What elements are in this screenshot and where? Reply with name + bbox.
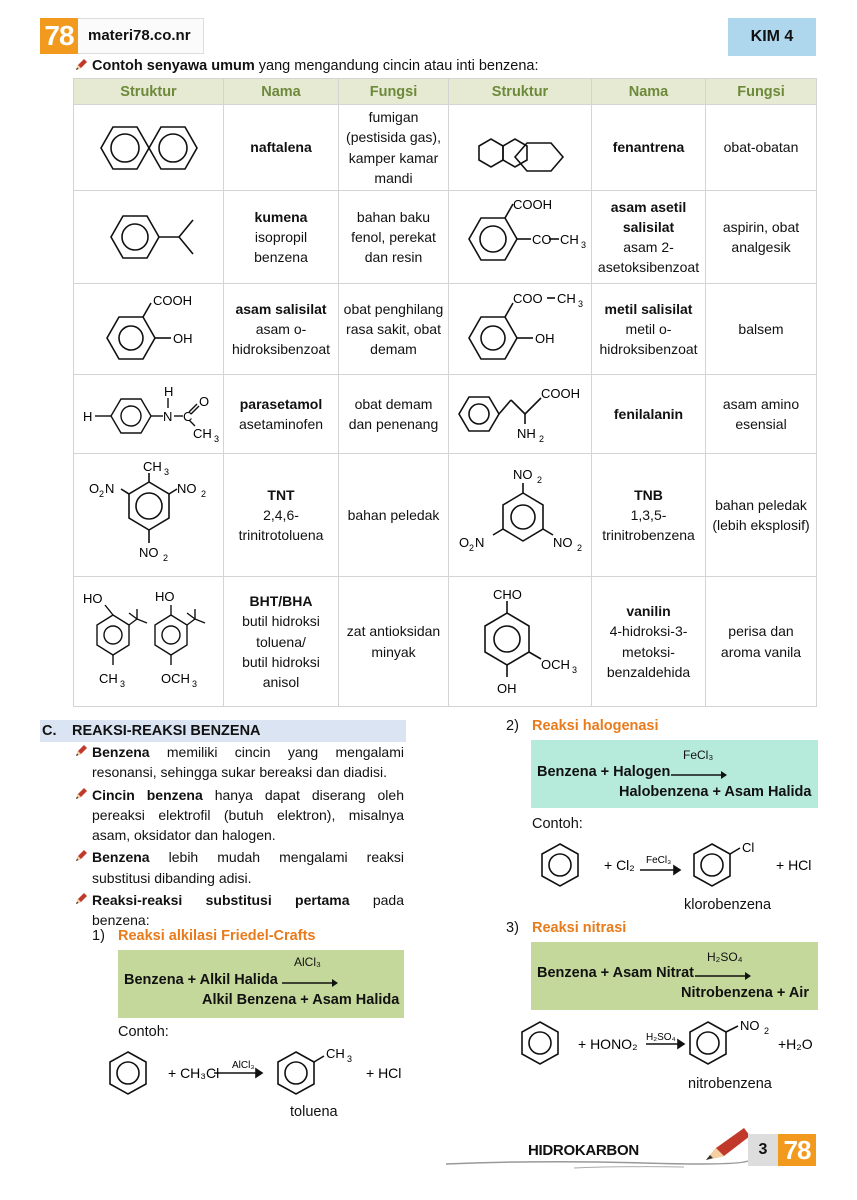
label-oh: OH: [535, 331, 555, 347]
site-name[interactable]: materi78.co.nr: [78, 18, 204, 54]
footer-logo: 78: [778, 1134, 816, 1166]
label-sub3: 3: [213, 434, 219, 445]
label-ch: CH: [557, 291, 576, 307]
function-cell: bahan peledak: [339, 454, 449, 577]
compound-name: asam asetil salisilat: [610, 198, 687, 235]
label-cl: Cl: [742, 840, 755, 855]
bullet-text: lebih mudah mengalami reaksi substitusi dibanding adisi.: [92, 849, 404, 886]
function-cell: balsem: [706, 284, 817, 375]
function-cell: obat penghilang rasa sakit, obat demam: [339, 284, 449, 375]
label-sub2: 2: [98, 489, 104, 500]
label-co: CO: [532, 232, 552, 248]
reaction-number: 1): [92, 928, 105, 944]
compound-alt-name: 2,4,6-trinitrotoluena: [238, 507, 324, 544]
compound-name: kumena: [254, 208, 308, 225]
reaction-box-alkilasi: [118, 950, 404, 1018]
label-sub3: 3: [347, 1054, 353, 1064]
function-cell: asam amino esensial: [706, 375, 817, 454]
reaction-box-nitrasi: [531, 942, 818, 1010]
byproduct-label: + HCl: [366, 1065, 402, 1081]
arrow-catalyst: AlCl₃: [232, 1060, 255, 1071]
header-struktur-2: Struktur: [449, 79, 592, 105]
bullet-bold: Benzena: [92, 744, 150, 760]
structure-vanilin: [449, 577, 592, 707]
structure-asam-salisilat: [74, 284, 224, 375]
name-cell: [224, 454, 339, 577]
compound-name: parasetamol: [239, 395, 323, 412]
label-sub3: 3: [163, 467, 169, 478]
reagent-label: + Cl₂: [604, 857, 635, 873]
bullet-bold: Reaksi-reaksi substitusi pertama: [92, 892, 350, 909]
label-sub2: 2: [200, 489, 206, 500]
arrow-catalyst: H₂SO₄: [646, 1032, 676, 1043]
label-h-amide: H: [163, 384, 173, 400]
intro-bold: Contoh senyawa umum: [92, 58, 255, 74]
table-row: [74, 191, 817, 284]
reaction-line-1: Benzena + Asam Nitrat: [537, 965, 695, 981]
compound-alt-name: asam o-hidroksibenzoat: [231, 321, 331, 358]
label-sub3: 3: [572, 664, 578, 675]
label-no: NO: [176, 481, 196, 497]
label-cho: CHO: [493, 586, 522, 602]
list-item: [74, 847, 404, 888]
label-ch: CH: [326, 1046, 345, 1061]
reaction-title-halogenasi: Reaksi halogenasi: [532, 718, 659, 734]
name-cell: [592, 284, 706, 375]
label-och: OCH: [541, 656, 570, 672]
label-h: H: [82, 409, 92, 425]
product-name-nitrobenzena: nitrobenzena: [688, 1076, 772, 1092]
label-c: C: [182, 409, 192, 425]
compound-alt-name: 4-hidroksi-3-metoksi-benzaldehida: [606, 623, 691, 680]
label-sub3: 3: [191, 678, 197, 689]
reaction-number: 3): [506, 920, 519, 936]
label-o: O: [198, 394, 209, 410]
label-n: N: [475, 535, 485, 551]
reaction-diagram-nitrasi: [512, 1012, 818, 1076]
bullet-text: pada benzena:: [92, 892, 404, 929]
structure-asam-asetil-salisilat: [449, 191, 592, 284]
function-cell: aspirin, obat analgesik: [706, 191, 817, 284]
reaction-line-2: Halobenzena + Asam Halida: [619, 784, 812, 800]
label-sub2: 2: [764, 1026, 770, 1036]
intro-rest: yang mengandung cincin atau inti benzena:: [254, 58, 539, 74]
structure-parasetamol: [74, 375, 224, 454]
function-cell: zat antioksidan minyak: [339, 577, 449, 707]
label-och: OCH: [160, 670, 190, 686]
footer-title: HIDROKARBON: [528, 1142, 639, 1159]
label-no: NO: [138, 545, 158, 561]
catalyst-label: AlCl₃: [294, 955, 321, 969]
structure-tnt: [74, 454, 224, 577]
product-name-toluena: toluena: [290, 1104, 338, 1120]
structure-fenantrena: [449, 105, 592, 191]
bullet-bold: Benzena: [92, 849, 150, 866]
label-sub2: 2: [162, 553, 168, 564]
pencil-icon: [74, 849, 88, 863]
bullet-list: [74, 742, 404, 933]
label-oh: OH: [172, 331, 192, 347]
name-cell: [224, 284, 339, 375]
reagent-label: + CH₃Cl: [168, 1065, 220, 1081]
label-ch: CH: [142, 459, 162, 475]
byproduct-label: + HCl: [776, 857, 812, 873]
label-cooh: COOH: [541, 386, 580, 402]
name-cell: [224, 577, 339, 707]
label-ho: HO: [154, 588, 174, 604]
table-row: [74, 105, 817, 191]
arrow-icon: [282, 978, 338, 988]
pencil-icon: [74, 787, 88, 801]
compound-name: fenilalanin: [613, 406, 684, 423]
reaction-line-1: Benzena + Alkil Halida: [124, 972, 278, 988]
subject-badge: KIM 4: [728, 18, 816, 56]
list-item: [74, 890, 404, 931]
structure-metil-salisilat: [449, 284, 592, 375]
label-cooh: COOH: [152, 293, 192, 309]
site-logo: 78: [40, 18, 78, 54]
header-fungsi-2: Fungsi: [706, 79, 817, 105]
compound-alt-name: butil hidroksi toluena/: [242, 613, 320, 650]
reaction-diagram-halogenasi: [532, 832, 818, 898]
list-item: [74, 742, 404, 783]
label-ch: CH: [98, 670, 118, 686]
product-name-klorobenzena: klorobenzena: [684, 897, 772, 913]
function-cell: fumigan (pestisida gas), kamper kamar mandi: [339, 105, 449, 191]
pencil-icon: [74, 892, 88, 906]
label-sub2: 2: [537, 475, 543, 486]
table-header-row: [74, 79, 817, 105]
compound-alt-name: metil o-hidroksibenzoat: [599, 321, 698, 358]
header-nama-2: Nama: [592, 79, 706, 105]
compound-name: TNT: [267, 486, 295, 503]
name-cell: [592, 375, 706, 454]
compound-name: TNB: [634, 486, 663, 503]
name-cell: [592, 191, 706, 284]
reaction-line-2: Nitrobenzena + Air: [681, 985, 809, 1001]
label-no: NO: [513, 467, 533, 483]
name-cell: [592, 454, 706, 577]
header-struktur: Struktur: [74, 79, 224, 105]
catalyst-label: FeCl₃: [683, 748, 714, 762]
compound-name: BHT/BHA: [249, 592, 313, 609]
label-n: N: [162, 409, 172, 425]
structure-fenilalanin: [449, 375, 592, 454]
structure-kumena: [74, 191, 224, 284]
pencil-icon: [74, 744, 88, 758]
label-sub3: 3: [578, 299, 584, 310]
structure-tnb: [449, 454, 592, 577]
compound-name: asam salisilat: [235, 300, 327, 317]
reaction-line-2: Alkil Benzena + Asam Halida: [202, 992, 400, 1008]
label-ch: CH: [192, 426, 212, 442]
label-sub3: 3: [581, 240, 587, 251]
reaction-box-halogenasi: [531, 740, 818, 808]
reagent-label: + HONO₂: [578, 1036, 638, 1052]
compound-name: metil salisilat: [604, 300, 693, 317]
arrow-catalyst: FeCl₃: [646, 855, 672, 866]
catalyst-label: H₂SO₄: [707, 950, 743, 964]
compound-alt-name: asam 2-asetoksibenzoat: [597, 239, 700, 276]
label-o: O: [459, 535, 470, 551]
label-coo: COO: [513, 291, 543, 307]
function-cell: bahan peledak (lebih eksplosif): [706, 454, 817, 577]
page-number: 3: [748, 1134, 778, 1166]
compound-name: naftalena: [250, 139, 312, 156]
table-row: [74, 284, 817, 375]
reaction-title-nitrasi: Reaksi nitrasi: [532, 920, 627, 936]
label-sub2: 2: [469, 543, 475, 554]
compound-alt-name: isopropil benzena: [254, 229, 308, 266]
label-nh: NH: [517, 426, 536, 442]
compound-name: vanilin: [626, 603, 671, 620]
label-ho: HO: [82, 590, 102, 606]
function-cell: obat demam dan penenang: [339, 375, 449, 454]
bullet-bold: Cincin benzena: [92, 786, 203, 803]
compound-name: fenantrena: [612, 139, 685, 156]
intro-text: [74, 58, 539, 74]
structure-naftalena: [74, 105, 224, 191]
pencil-icon: [74, 58, 88, 72]
section-title: REAKSI-REAKSI BENZENA: [72, 723, 261, 739]
reaction-title-alkilasi: Reaksi alkilasi Friedel-Crafts: [118, 928, 316, 944]
reaction-line-1: Benzena + Halogen: [537, 764, 671, 780]
arrow-icon: [671, 770, 727, 780]
reaction-number: 2): [506, 718, 519, 734]
label-no: NO: [740, 1018, 760, 1033]
label-oh: OH: [497, 680, 517, 696]
name-cell: [224, 191, 339, 284]
list-item: [74, 785, 404, 846]
bullet-text: memiliki cincin yang mengalami resonansi, sehingga sukar bereaksi dan diadisi.: [92, 744, 404, 781]
function-cell: bahan baku fenol, perekat dan resin: [339, 191, 449, 284]
compound-alt-name: asetaminofen: [238, 416, 324, 433]
header-nama: Nama: [224, 79, 339, 105]
label-sub3: 3: [119, 678, 125, 689]
name-cell: [592, 577, 706, 707]
name-cell: [224, 375, 339, 454]
label-sub2: 2: [539, 434, 545, 445]
example-label: Contoh:: [532, 816, 583, 832]
compound-alt-name: 1,3,5-trinitrobenzena: [602, 507, 695, 544]
table-row: [74, 577, 817, 707]
label-no: NO: [553, 535, 573, 551]
structure-bht-bha: [74, 577, 224, 707]
function-cell: obat-obatan: [706, 105, 817, 191]
name-cell: [592, 105, 706, 191]
label-o: O: [88, 481, 99, 497]
pencil-icon: [706, 1128, 750, 1160]
compound-alt-name-2: butil hidroksi anisol: [242, 653, 320, 691]
byproduct-label: +H₂O: [778, 1036, 813, 1052]
label-ch: CH: [560, 232, 579, 248]
section-heading: [40, 720, 406, 742]
label-sub2: 2: [577, 543, 583, 554]
section-letter: C.: [42, 723, 57, 739]
bullet-text: hanya dapat diserang oleh pereaksi elektrofil (butuh elektron), misalnya asam, oksidator dan halogen.: [92, 786, 404, 844]
compounds-table: [73, 78, 817, 707]
table-row: [74, 454, 817, 577]
name-cell: [224, 105, 339, 191]
example-label: Contoh:: [118, 1024, 169, 1040]
arrow-icon: [695, 971, 751, 981]
label-n: N: [104, 481, 114, 497]
table-row: [74, 375, 817, 454]
label-cooh: COOH: [513, 197, 552, 213]
function-cell: perisa dan aroma vanila: [706, 577, 817, 707]
header-fungsi: Fungsi: [339, 79, 449, 105]
reaction-diagram-alkilasi: [100, 1040, 406, 1106]
